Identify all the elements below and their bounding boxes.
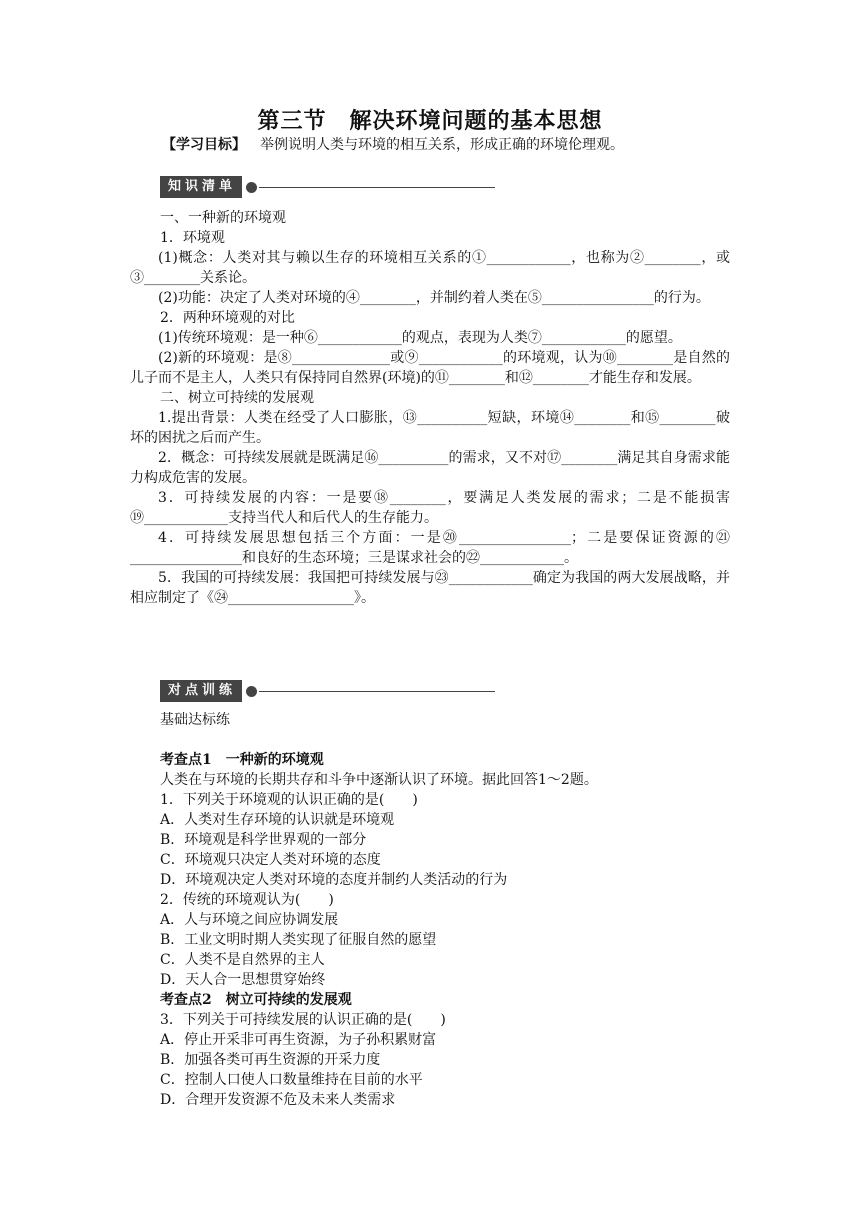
question-1-option: A．人类对生存环境的认识就是环境观 [160, 812, 395, 828]
question-3: 3．下列关于可持续发展的认识正确的是( ) [160, 1012, 446, 1028]
learning-objective [162, 134, 624, 154]
knowledge-line: (2)功能：决定了人类对环境的④________，并制约着人类在⑤________________的行为。 [158, 290, 710, 306]
practice-level: 基础达标练 [160, 712, 230, 728]
knowledge-heading: 一、一种新的环境观 [160, 210, 286, 226]
question-3-option: C．控制人口使人口数量维持在目前的水平 [160, 1072, 423, 1088]
section-banner-knowledge [160, 176, 495, 198]
question-2-option: B．工业文明时期人类实现了征服自然的愿望 [160, 932, 437, 948]
question-1: 1．下列关于环境观的认识正确的是( ) [160, 792, 418, 808]
question-intro: 人类在与环境的长期共存和斗争中逐渐认识了环境。据此回答1～2题。 [160, 772, 598, 788]
question-2: 2．传统的环境观认为( ) [160, 892, 334, 908]
knowledge-line: 2．两种环境观的对比 [160, 310, 295, 326]
banner-rule [259, 187, 495, 188]
banner-rule [259, 691, 495, 692]
question-2-option: C．人类不是自然界的主人 [160, 952, 325, 968]
exam-point-2: 考查点2 树立可持续的发展观 [160, 992, 352, 1008]
spacer [130, 730, 730, 750]
bullet-dot-icon [246, 686, 257, 697]
knowledge-line: 1．环境观 [160, 230, 225, 246]
page-title: 第三节 解决环境问题的基本思想 [257, 108, 603, 134]
question-2-option: D．天人合一思想贯穿始终 [160, 972, 326, 988]
question-1-option: D．环境观决定人类对环境的态度并制约人类活动的行为 [160, 872, 508, 888]
objective-label: 【学习目标】 [162, 137, 246, 153]
knowledge-line: 3．可持续发展的内容：一是要⑱________，要满足人类发展的需求；二是不能损害⑲____________支持当代人和后代人的生存能力。 [130, 490, 730, 526]
knowledge-heading: 二、树立可持续的发展观 [160, 390, 314, 406]
exam-point-1: 考查点1 一种新的环境观 [160, 752, 324, 768]
practice-section [130, 710, 730, 1110]
question-1-option: B．环境观是科学世界观的一部分 [160, 832, 367, 848]
question-1-option: C．环境观只决定人类对环境的态度 [160, 852, 381, 868]
knowledge-line: 2．概念：可持续发展就是既满足⑯__________的需求，又不对⑰________满足其自身需求能力构成危害的发展。 [130, 450, 730, 486]
banner-label: 知识清单 [160, 176, 242, 198]
knowledge-line: (1)传统环境观：是一种⑥____________的观点，表现为人类⑦____________的愿望。 [158, 330, 682, 346]
question-3-option: D．合理开发资源不危及未来人类需求 [160, 1092, 396, 1108]
bullet-dot-icon [246, 182, 257, 193]
knowledge-line: 5．我国的可持续发展：我国把可持续发展与㉓____________确定为我国的两大发展战略，并相应制定了《㉔__________________》。 [130, 570, 730, 606]
banner-label: 对点训练 [160, 680, 242, 702]
knowledge-line: 4．可持续发展思想包括三个方面：一是⑳________________；二是要保证资源的㉑________________和良好的生态环境；三是谋求社会的㉒____________。 [130, 530, 730, 566]
knowledge-section [130, 208, 730, 608]
question-2-option: A．人与环境之间应协调发展 [160, 912, 339, 928]
question-3-option: B．加强各类可再生资源的开采力度 [160, 1052, 381, 1068]
question-3-option: A．停止开采非可再生资源，为子孙积累财富 [160, 1032, 437, 1048]
knowledge-line: (2)新的环境观：是⑧______________或⑨____________的环境观，认为⑩________是自然的儿子而不是主人，人类只有保持同自然界(环境)的⑪________和⑫________才能生存和发展。 [130, 350, 730, 386]
knowledge-line: (1)概念：人类对其与赖以生存的环境相互关系的①____________，也称为②________，或③________关系论。 [130, 250, 730, 286]
knowledge-line: 1.提出背景：人类在经受了人口膨胀，⑬__________短缺，环境⑭________和⑮________破坏的困扰之后而产生。 [130, 410, 730, 446]
section-banner-practice [160, 680, 495, 702]
objective-text: 举例说明人类与环境的相互关系，形成正确的环境伦理观。 [260, 137, 624, 153]
